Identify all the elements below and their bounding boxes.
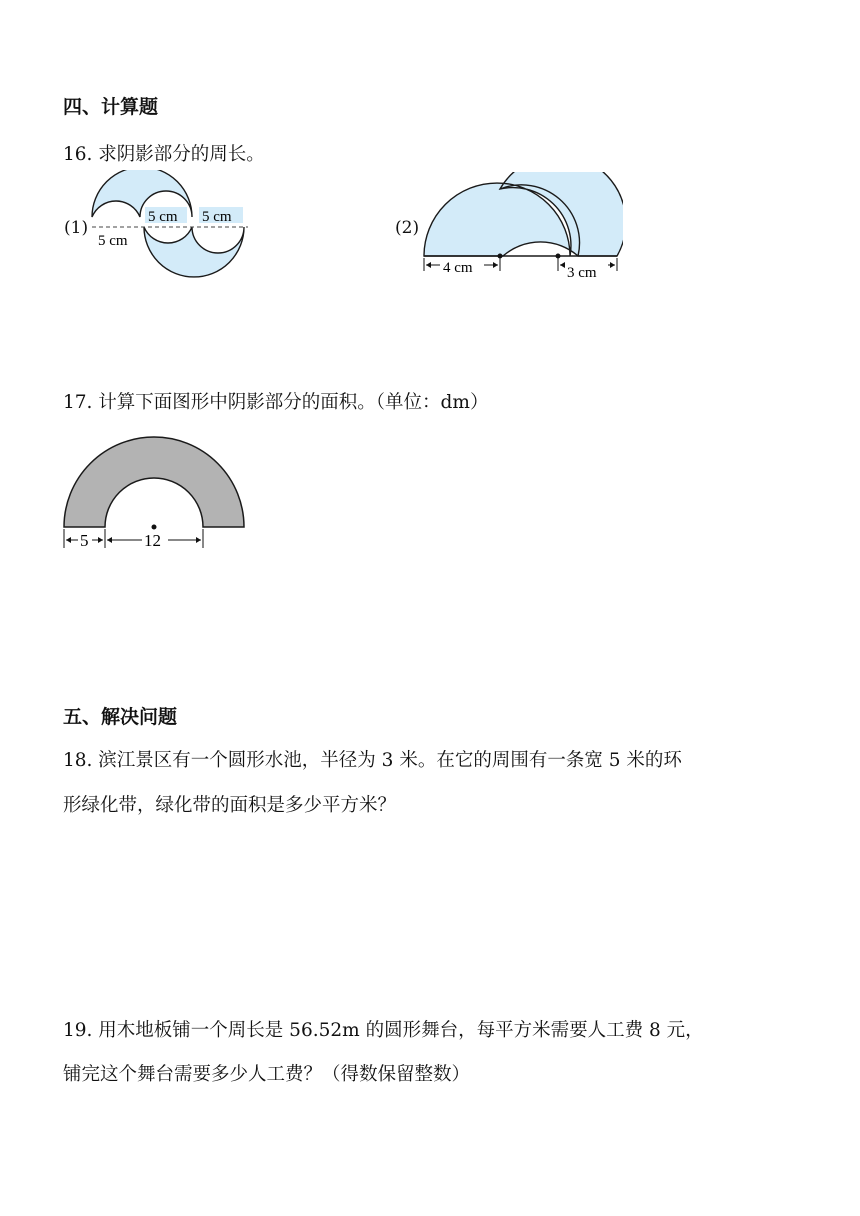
figure-3-shaded-region — [64, 437, 244, 527]
figure-1-dim-a: 5 cm — [148, 209, 178, 225]
figure-1-dim-c: 5 cm — [98, 233, 128, 249]
question-17-text: 17. 计算下面图形中阴影部分的面积。（单位：dm） — [63, 392, 489, 413]
figure-1-label: (1) — [64, 218, 89, 238]
question-18-line-1: 18. 滨江景区有一个圆形水池，半径为 3 米。在它的周围有一条宽 5 米的环 — [63, 750, 682, 771]
figure-2-dim-a: 4 cm — [443, 260, 473, 276]
figure-2-overlapping-semicircles — [418, 172, 623, 284]
section-heading-word-problems: 五、解决问题 — [63, 706, 178, 728]
question-16-text: 16. 求阴影部分的周长。 — [63, 144, 265, 165]
question-19-line-2: 铺完这个舞台需要多少人工费？（得数保留整数） — [63, 1064, 471, 1085]
question-18-line-2: 形绿化带，绿化带的面积是多少平方米？ — [63, 795, 397, 816]
figure-1-dim-b: 5 cm — [202, 209, 232, 225]
question-19-line-1: 19. 用木地板铺一个周长是 56.52m 的圆形舞台，每平方米需要人工费 8 元， — [63, 1020, 704, 1041]
figure-3-semi-annulus — [58, 430, 253, 552]
figure-1-s-shape — [88, 170, 258, 285]
figure-3-dim-width: 5 — [80, 531, 89, 550]
section-heading-calculation: 四、计算题 — [63, 96, 159, 118]
figure-3-dim-diameter: 12 — [144, 531, 161, 550]
figure-2-label: (2) — [395, 218, 420, 238]
figure-2-dim-b: 3 cm — [567, 265, 597, 281]
